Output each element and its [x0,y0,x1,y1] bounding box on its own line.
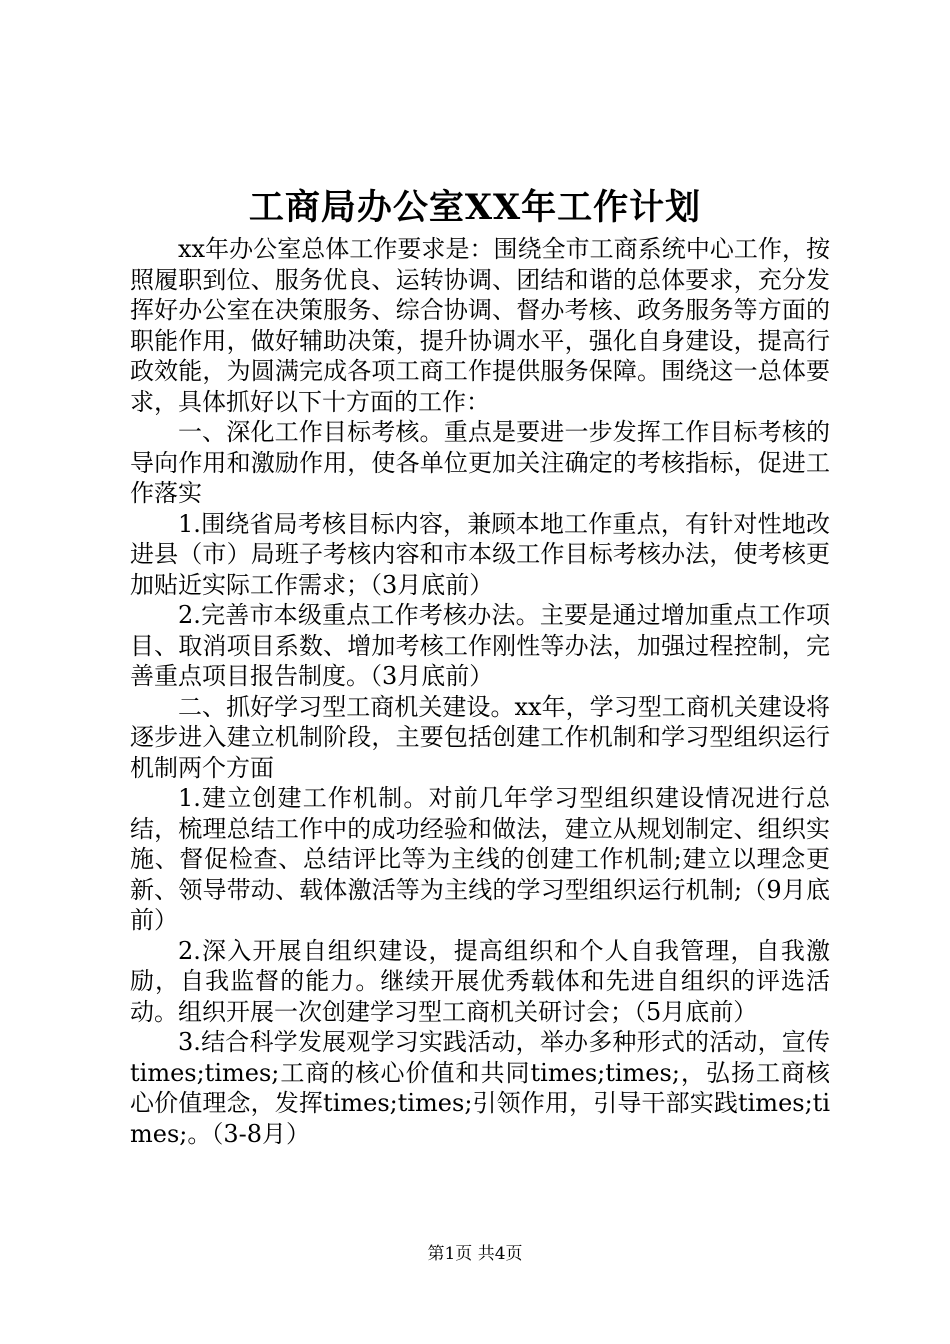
document-title: 工商局办公室XX年工作计划 [248,187,702,228]
document-body [130,234,830,1149]
paragraph-item-2-3: 3.结合科学发展观学习实践活动，举办多种形式的活动，宣传times;times;工商的核心价值和共同times;times;，弘扬工商核心价值理念，发挥times;times;引领作用，引导干部实践times;times;。（3-8月） [130,1028,830,1148]
paragraph-item-2-1: 1.建立创建工作机制。对前几年学习型组织建设情况进行总结，梳理总结工作中的成功经验和做法，建立从规划制定、组织实施、督促检查、总结评比等为主线的创建工作机制;建立以理念更新、领导带动、载体激活等为主线的学习型组织运行机制;（9月底前） [130,784,830,934]
paragraph-item-2-2: 2.深入开展自组织建设，提高组织和个人自我管理，自我激励，自我监督的能力。继续开展优秀载体和先进自组织的评选活动。组织开展一次创建学习型工商机关研讨会；（5月底前） [130,936,830,1026]
page-footer: 第1页 共4页 [427,1244,523,1264]
paragraph-intro: xx年办公室总体工作要求是：围绕全市工商系统中心工作，按照履职到位、服务优良、运转协调、团结和谐的总体要求，充分发挥好办公室在决策服务、综合协调、督办考核、政务服务等方面的职能作用，做好辅助决策，提升协调水平，强化自身建设，提高行政效能，为圆满完成各项工商工作提供服务保障。围绕这一总体要求，具体抓好以下十方面的工作： [130,235,830,416]
paragraph-section-1: 一、深化工作目标考核。重点是要进一步发挥工作目标考核的导向作用和激励作用，使各单位更加关注确定的考核指标，促进工作落实 [130,418,830,507]
paragraph-section-2: 二、抓好学习型工商机关建设。xx年，学习型工商机关建设将逐步进入建立机制阶段，主要包括创建工作机制和学习型组织运行机制两个方面 [130,692,830,782]
paragraph-item-1-2: 2.完善市本级重点工作考核办法。主要是通过增加重点工作项目、取消项目系数、增加考核工作刚性等办法，加强过程控制，完善重点项目报告制度。（3月底前） [130,601,830,690]
paragraph-item-1-1: 1.围绕省局考核目标内容，兼顾本地工作重点，有针对性地改进县（市）局班子考核内容和市本级工作目标考核办法，使考核更加贴近实际工作需求；（3月底前） [130,509,830,599]
